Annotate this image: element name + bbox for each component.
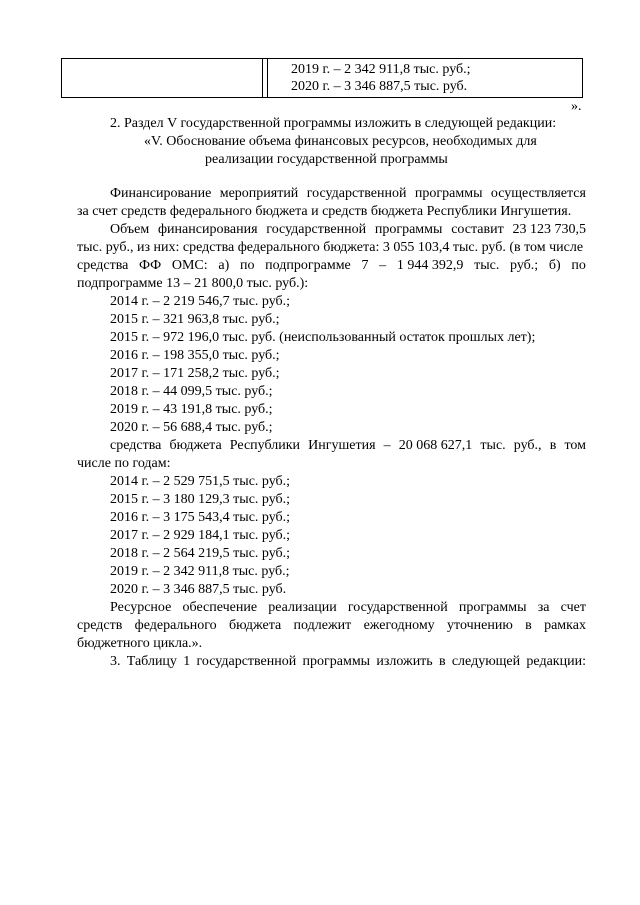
- word: подлежит: [293, 618, 352, 633]
- paragraph-resource-line-3: бюджетного цикла.».: [77, 636, 203, 651]
- word: составит: [451, 222, 504, 237]
- list-item: 2017 г. – 171 258,2 тыс. руб.;: [110, 366, 280, 381]
- word: ФФ: [139, 258, 162, 273]
- word: федерального: [134, 618, 217, 633]
- word: Ресурсное: [110, 600, 172, 615]
- paragraph-volume-line-1: [110, 221, 586, 239]
- federal-years-list: [110, 293, 535, 437]
- word: Финансирование: [110, 186, 212, 201]
- word: Республики: [229, 438, 301, 453]
- word: в: [549, 438, 557, 453]
- list-item: 2014 г. – 2 219 546,7 тыс. руб.;: [110, 294, 291, 309]
- word: 3.: [110, 654, 121, 669]
- word: тыс.: [474, 258, 500, 273]
- word: рамках: [544, 618, 586, 633]
- table-cell-empty: [267, 59, 288, 97]
- word: том: [564, 438, 586, 453]
- list-item: 2019 г. – 43 191,8 тыс. руб.;: [110, 402, 273, 417]
- word: за: [537, 600, 550, 615]
- paragraph-volume-line-3: [77, 257, 586, 275]
- word: 1: [183, 654, 191, 669]
- table-row: 2019 г. – 2 342 911,8 тыс. руб.;: [291, 62, 471, 77]
- word: по: [239, 258, 255, 273]
- paragraph-regional-line-1: [110, 437, 586, 455]
- word: руб.;: [510, 258, 539, 273]
- paragraph-resource-line-1: [110, 599, 586, 617]
- word: Ингушетия: [308, 438, 376, 453]
- table-cell-values: [291, 61, 471, 95]
- word: бюджета: [169, 438, 222, 453]
- word: 1 944 392,9: [396, 258, 464, 273]
- list-item: 2020 г. – 3 346 887,5 тыс. руб.: [110, 582, 287, 597]
- word: обеспечение: [182, 600, 258, 615]
- word: 7: [361, 258, 369, 273]
- word: уточнению: [447, 618, 513, 633]
- list-item: 2016 г. – 198 355,0 тыс. руб.;: [110, 348, 280, 363]
- word: программы: [302, 654, 371, 669]
- word: 23 123 730,5: [512, 222, 586, 237]
- word: мероприятий: [219, 186, 299, 201]
- list-item: 2018 г. – 2 564 219,5 тыс. руб.;: [110, 546, 291, 561]
- word: 20 068 627,1: [398, 438, 473, 453]
- list-item: 2015 г. – 321 963,8 тыс. руб.;: [110, 312, 280, 327]
- word: руб.,: [513, 438, 542, 453]
- word: подпрограмме: [265, 258, 351, 273]
- funding-table: [61, 58, 583, 98]
- word: а): [218, 258, 230, 273]
- word: государственной: [347, 600, 448, 615]
- word: программы: [458, 600, 527, 615]
- paragraph-regional-line-2: числе по годам:: [77, 456, 171, 471]
- paragraph-volume-line-2: тыс. руб., из них: средства федерального бюджета: 3 055 103,4 тыс. руб. (в том числе: [77, 240, 584, 255]
- list-item: 2015 г. – 3 180 129,3 тыс. руб.;: [110, 492, 291, 507]
- word: Таблицу: [126, 654, 177, 669]
- word: тыс.: [480, 438, 506, 453]
- word: в: [438, 654, 446, 669]
- word: по: [571, 258, 586, 273]
- word: осуществляется: [490, 186, 586, 201]
- table-cell-empty: [62, 59, 263, 97]
- list-item: 2018 г. – 44 099,5 тыс. руб.;: [110, 384, 273, 399]
- closing-quote: ».: [571, 99, 582, 114]
- list-item: 2016 г. – 3 175 543,4 тыс. руб.;: [110, 510, 291, 525]
- word: бюджета: [229, 618, 282, 633]
- paragraph-volume-line-4: подпрограмме 13 – 21 800,0 тыс. руб.):: [77, 276, 309, 291]
- word: счет: [560, 600, 586, 615]
- word: в: [525, 618, 532, 633]
- section-heading-line-1: «V. Обоснование объема финансовых ресурсов, необходимых для: [144, 134, 537, 149]
- paragraph-2: 2. Раздел V государственной программы изложить в следующей редакции:: [110, 116, 557, 131]
- paragraph-3: [110, 653, 586, 671]
- word: следующей: [451, 654, 521, 669]
- word: государственной: [196, 654, 297, 669]
- word: –: [383, 438, 391, 453]
- list-item: 2020 г. – 56 688,4 тыс. руб.;: [110, 420, 273, 435]
- list-item: 2019 г. – 2 342 911,8 тыс. руб.;: [110, 564, 290, 579]
- word: Объем: [110, 222, 150, 237]
- table-row: 2020 г. – 3 346 887,5 тыс. руб.: [291, 79, 468, 94]
- word: редакции:: [526, 654, 586, 669]
- word: средств: [77, 618, 123, 633]
- paragraph-financing-line-1: [110, 185, 586, 203]
- section-heading-line-2: реализации государственной программы: [205, 152, 448, 167]
- word: средства: [110, 438, 162, 453]
- list-item: 2015 г. – 972 196,0 тыс. руб. (неиспользованный остаток прошлых лет);: [110, 330, 536, 345]
- word: государственной: [306, 186, 407, 201]
- word: б): [548, 258, 561, 273]
- list-item: 2017 г. – 2 929 184,1 тыс. руб.;: [110, 528, 291, 543]
- word: программы: [414, 186, 483, 201]
- regional-years-list: [110, 473, 290, 599]
- word: ежегодному: [363, 618, 435, 633]
- word: изложить: [376, 654, 433, 669]
- word: финансирования: [157, 222, 258, 237]
- word: программы: [374, 222, 443, 237]
- word: –: [379, 258, 387, 273]
- word: реализации: [268, 600, 337, 615]
- paragraph-financing-line-2: за счет средств федерального бюджета и средств бюджета Республики Ингушетия.: [77, 204, 572, 219]
- word: ОМС:: [171, 258, 208, 273]
- list-item: 2014 г. – 2 529 751,5 тыс. руб.;: [110, 474, 291, 489]
- word: государственной: [266, 222, 367, 237]
- word: средства: [77, 258, 129, 273]
- paragraph-resource-line-2: [77, 617, 586, 635]
